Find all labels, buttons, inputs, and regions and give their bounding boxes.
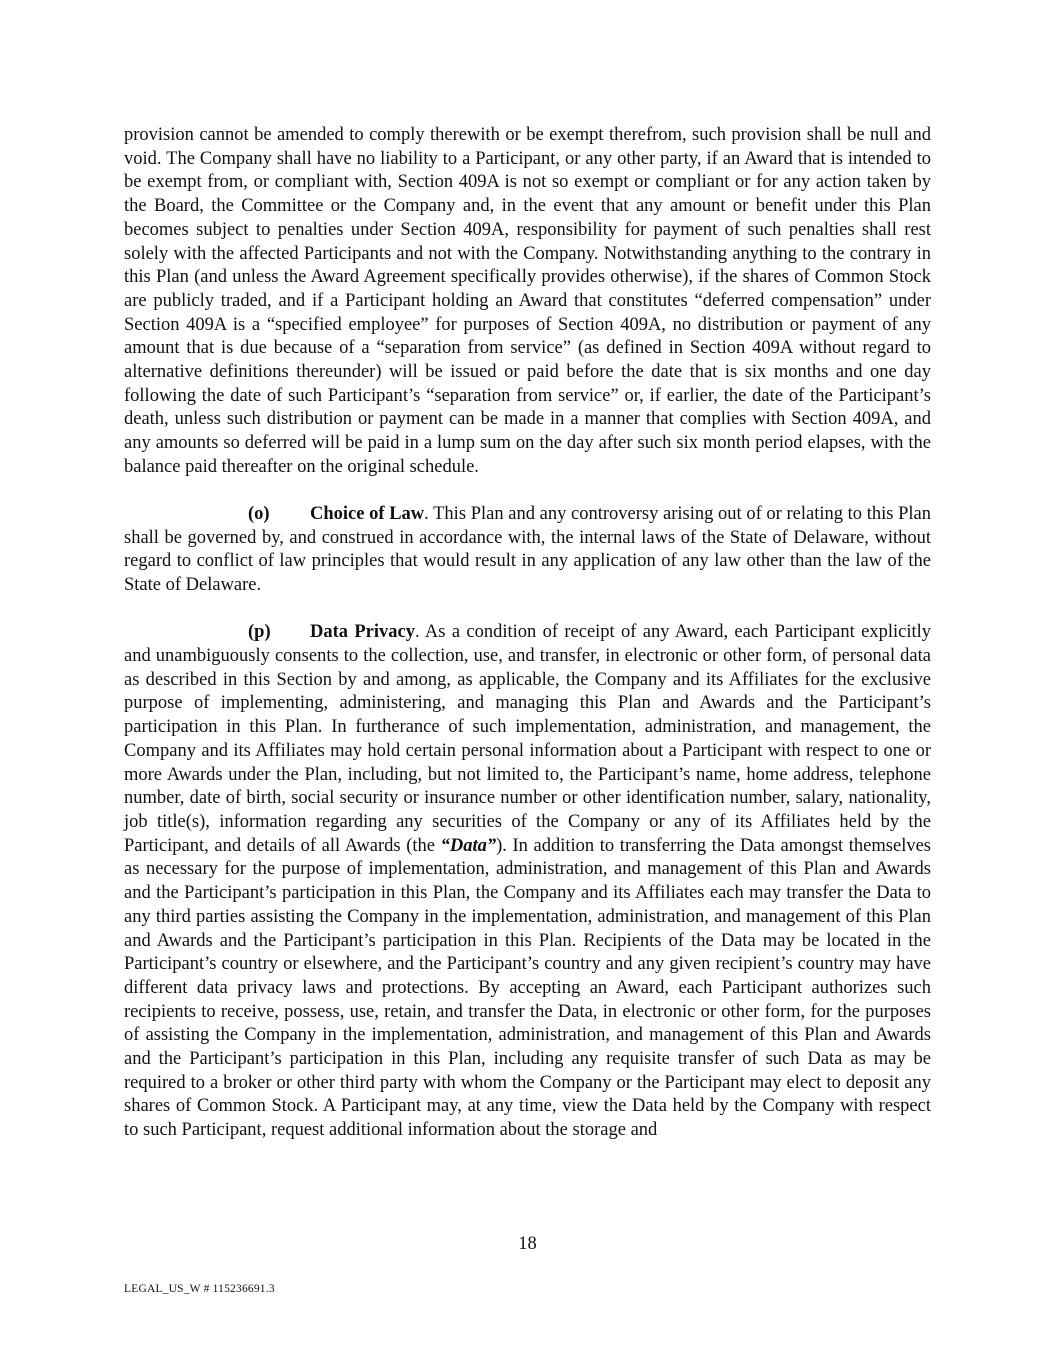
page-number: 18 — [518, 1234, 537, 1254]
heading-period: . — [424, 504, 429, 525]
paragraph-choice-of-law — [124, 503, 931, 598]
data-privacy-text-part-1: As a condition of receipt of any Award, each Participant explicitly and unambiguously consents to the collection, use, and transfer, in electronic or other form, of personal data as described in this Section by and among, as applicable, the Company and its Affiliates for the exclusive purpose of implementing, administering, and managing this Plan and Awards and the Participant’s participation in this Plan. In furtherance of such implementation, administration, and management, the Company and its Affiliates may hold certain personal information about a Participant with respect to one or more Awards under the Plan, including, but not limited to, the Participant’s name, home address, telephone number, date of birth, social security or insurance number or other identification number, salary, nationality, job title(s), information regarding any securities of the Company or any of its Affiliates held by the Participant, and details of all Awards (the — [124, 622, 931, 856]
document-body — [124, 124, 931, 1143]
section-heading-choice-of-law: Choice of Law — [310, 504, 425, 525]
paragraph-section-409a-continuation: provision cannot be amended to comply therewith or be exempt therefrom, such provision shall be null and void. The Company shall have no liability to a Participant, or any other party, if an Award that is intended to be exempt from, or compliant with, Section 409A is not so exempt or compliant or for any action taken by the Board, the Committee or the Company and, in the event that any amount or benefit under this Plan becomes subject to penalties under Section 409A, responsibility for payment of such penalties shall rest solely with the affected Participants and not with the Company. Notwithstanding anything to the contrary in this Plan (and unless the Award Agreement specifically provides otherwise), if the shares of Common Stock are publicly traded, and if a Participant holding an Award that constitutes “deferred compensation” under Section 409A is a “specified employee” for purposes of Section 409A, no distribution or payment of any amount that is due because of a “separation from service” (as defined in Section 409A without regard to alternative definitions thereunder) will be issued or paid before the date that is six months and one day following the date of such Participant’s “separation from service” or, if earlier, the date of the Participant’s death, unless such distribution or payment can be made in a manner that complies with Section 409A, and any amounts so deferred will be paid in a lump sum on the day after such six month period elapses, with the balance paid thereafter on the original schedule. — [124, 125, 931, 477]
paragraph-data-privacy — [124, 621, 931, 1142]
section-enumerator-o: (o) — [248, 504, 270, 525]
defined-term-data: “Data” — [440, 835, 497, 856]
data-privacy-text-part-2: ). In addition to transferring the Data amongst themselves as necessary for the purpose of implementation, administration, and management of this Plan and Awards and the Participant’s participation in this Plan, the Company and its Affiliates each may transfer the Data to any third parties assisting the Company in the implementation, administration, and management of this Plan and Awards and the Participant’s participation in this Plan. Recipients of the Data may be located in the Participant’s country or elsewhere, and the Participant’s country and any given recipient’s country may have different data privacy laws and protections. By accepting an Award, each Participant authorizes such recipients to receive, possess, use, retain, and transfer the Data, in electronic or other form, for the purposes of assisting the Company in the implementation, administration, and management of this Plan and Awards and the Participant’s participation in this Plan, including any requisite transfer of such Data as may be required to a broker or other third party with whom the Company or the Participant may elect to deposit any shares of Common Stock. A Participant may, at any time, view the Data held by the Company with respect to such Participant, request additional information about the storage and — [124, 835, 931, 1141]
heading-period: . — [414, 622, 420, 643]
document-footer-id: LEGAL_US_W # 115236691.3 — [124, 1283, 275, 1295]
choice-of-law-text: This Plan and any controversy arising out of or relating to this Plan shall be governed by, and construed in accordance with, the internal laws of the State of Delaware, without regard to conflict of law principles that would result in any application of any law other than the law of the State of Delaware. — [124, 504, 932, 596]
section-heading-data-privacy: Data Privacy — [310, 622, 415, 643]
section-enumerator-p: (p) — [248, 622, 271, 643]
